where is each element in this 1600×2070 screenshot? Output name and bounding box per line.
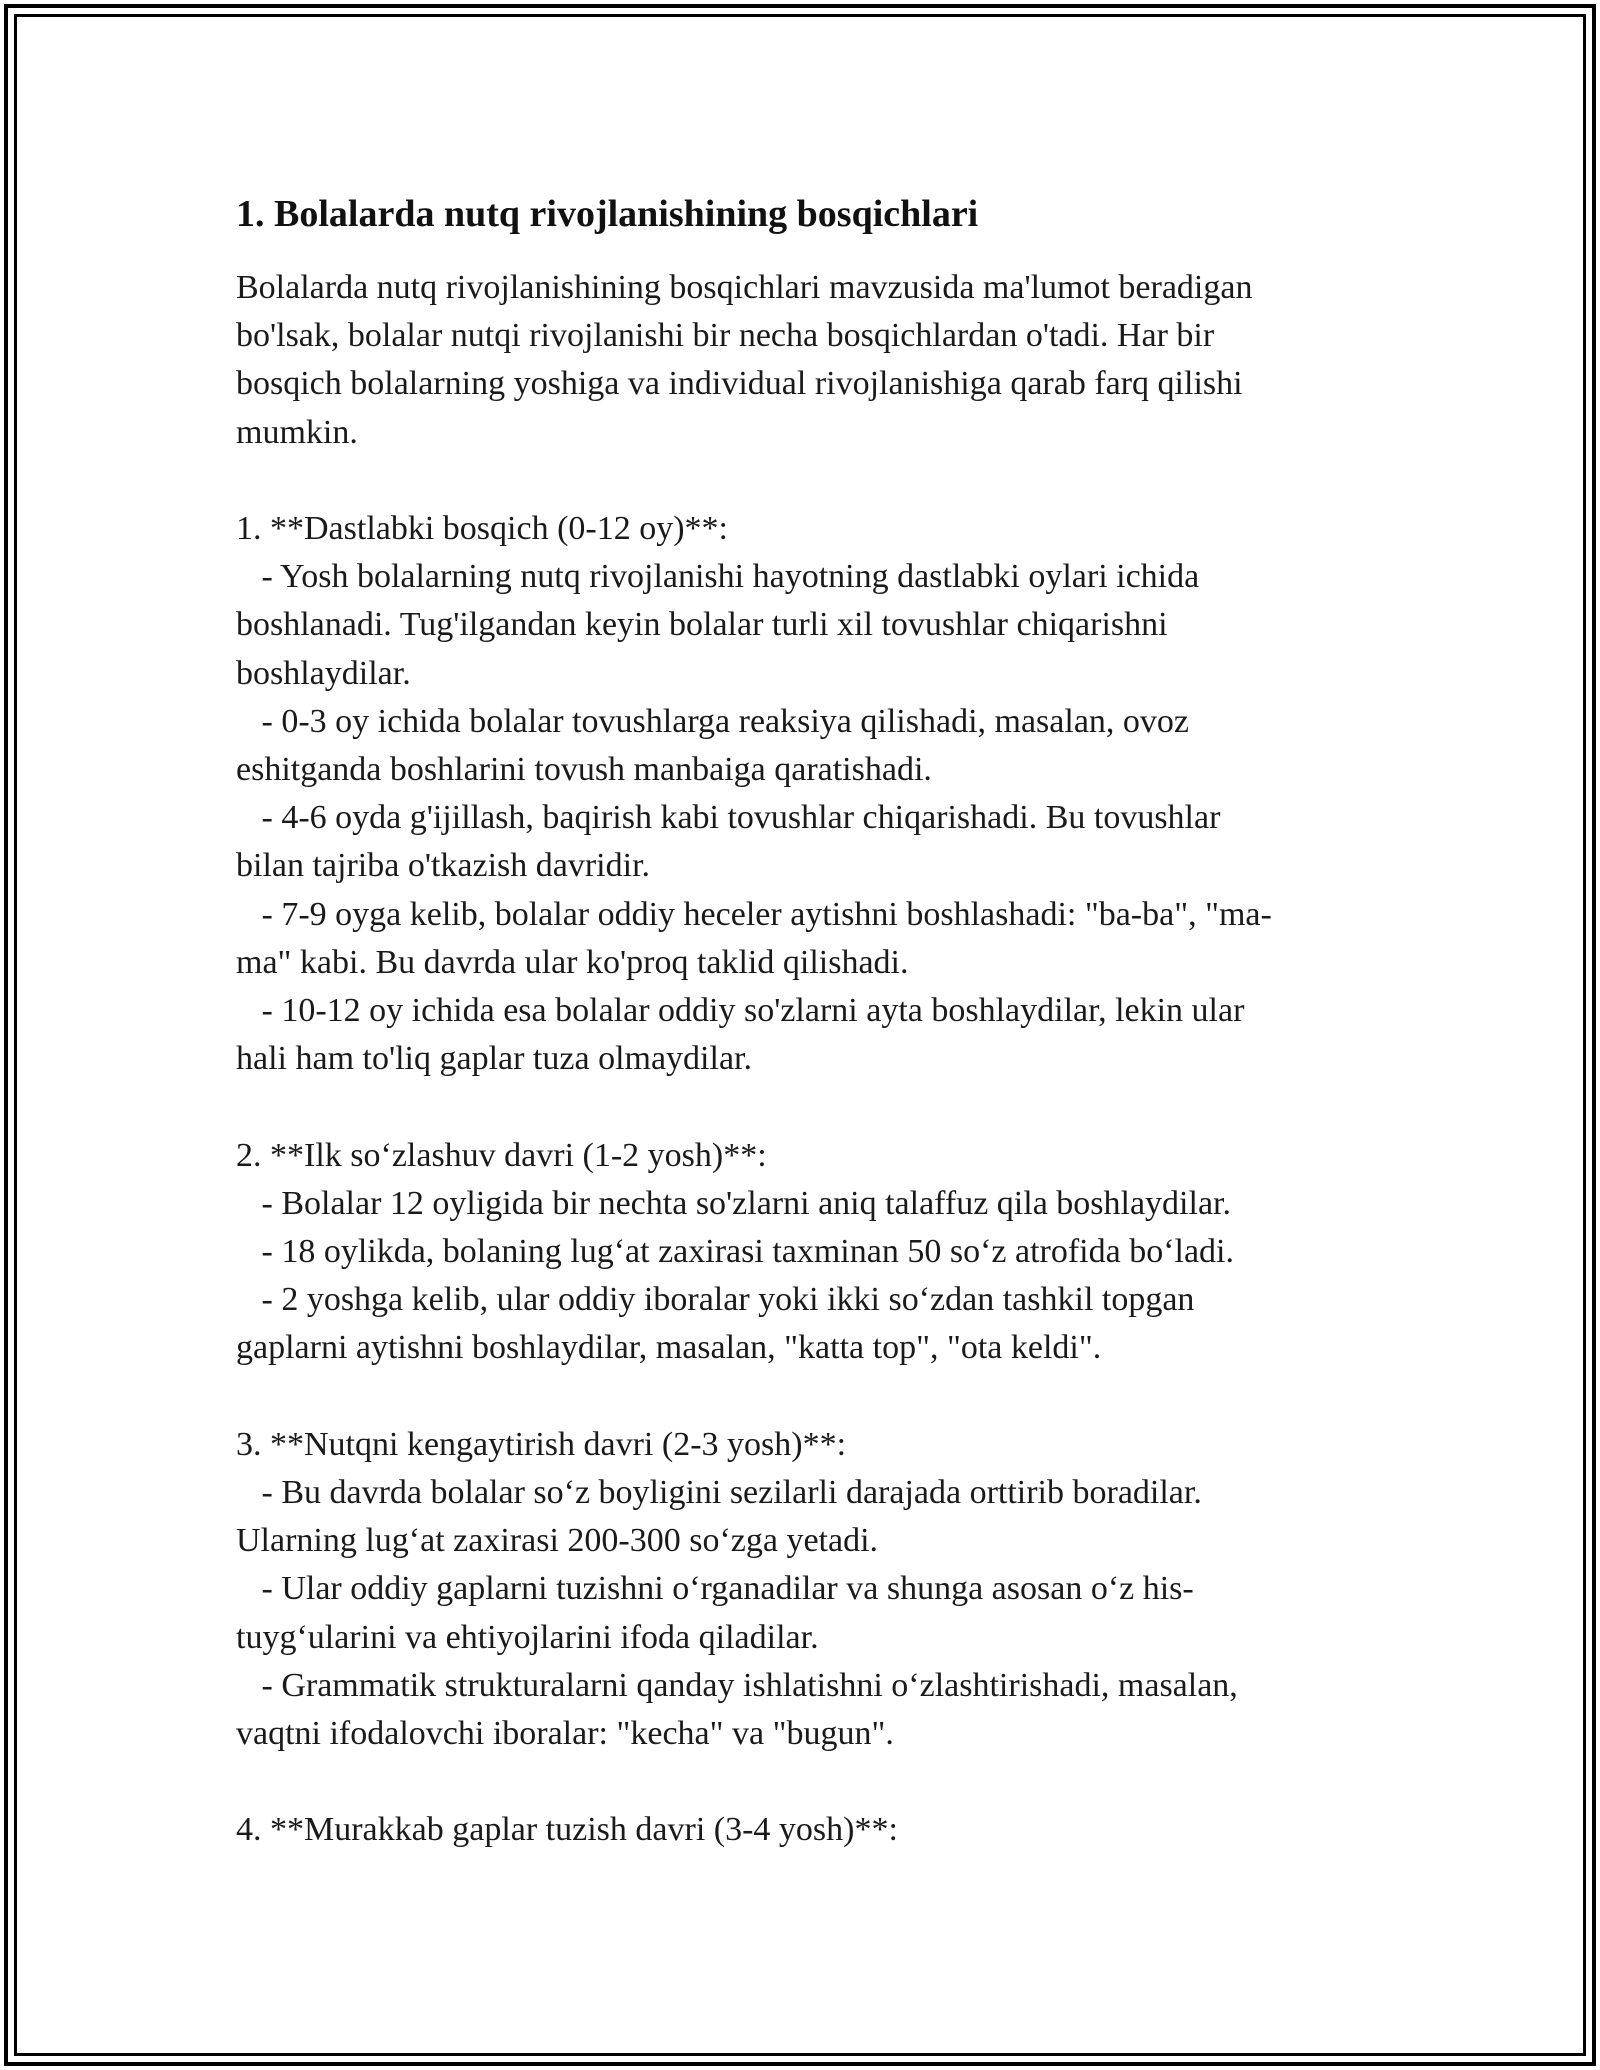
text-line: - Yosh bolalarning nutq rivojlanishi hayotning dastlabki oylari ichida (236, 558, 1200, 596)
text-line: eshitganda boshlarini tovush manbaiga qaratishadi. (236, 751, 932, 789)
text-line: gaplarni aytishni boshlaydilar, masalan, "katta top", "ota keldi". (236, 1329, 1102, 1367)
text-line: bilan tajriba o'tkazish davridir. (236, 847, 651, 885)
text-line: tuyg‘ularini va ehtiyojlarini ifoda qiladilar. (236, 1618, 819, 1656)
text-line: - 0-3 oy ichida bolalar tovushlarga reaksiya qilishadi, masalan, ovoz (236, 702, 1189, 740)
text-line: boshlaydilar. (236, 654, 411, 692)
text-line: - 7-9 oyga kelib, bolalar oddiy heceler aytishni boshlashadi: "ba-ba", "ma- (236, 895, 1272, 933)
blank-line (236, 1373, 1356, 1421)
text-line: - Grammatik strukturalarni qanday ishlatishni o‘zlashtirishadi, masalan, (236, 1666, 1238, 1704)
text-line: boshlanadi. Tug'ilgandan keyin bolalar turli xil tovushlar chiqarishni (236, 606, 1168, 644)
section-heading-2: 2. **Ilk so‘zlashuv davri (1-2 yosh)**: (236, 1136, 767, 1174)
document-body (236, 190, 1356, 1855)
text-line: bo'lsak, bolalar nutqi rivojlanishi bir necha bosqichlardan o'tadi. Har bir (236, 317, 1215, 355)
blank-line (236, 1083, 1356, 1131)
section-heading-1: 1. **Dastlabki bosqich (0-12 oy)**: (236, 510, 728, 547)
blank-line (236, 457, 1356, 505)
text-line: - 2 yoshga kelib, ular oddiy iboralar yoki ikki so‘zdan tashkil topgan (236, 1281, 1195, 1319)
text-line: mumkin. (236, 413, 358, 451)
document-text (236, 264, 1356, 1855)
text-line: - Bolalar 12 oyligida bir nechta so'zlarni aniq talaffuz qila boshlaydilar. (236, 1184, 1231, 1222)
section-heading-3: 3. **Nutqni kengaytirish davri (2-3 yosh)**: (236, 1425, 847, 1463)
text-line: vaqtni ifodalovchi iboralar: "kecha" va "bugun". (236, 1715, 894, 1753)
text-line: - 10-12 oy ichida esa bolalar oddiy so'zlarni ayta boshlaydilar, lekin ular (236, 992, 1245, 1030)
text-line: Ularning lug‘at zaxirasi 200-300 so‘zga yetadi. (236, 1522, 879, 1560)
text-line: - Bu davrda bolalar so‘z boyligini sezilarli darajada orttirib boradilar. (236, 1474, 1202, 1512)
text-line: bosqich bolalarning yoshiga va individual rivojlanishiga qarab farq qilishi (236, 365, 1243, 403)
text-line: hali ham to'liq gaplar tuza olmaydilar. (236, 1040, 752, 1078)
text-line: - Ular oddiy gaplarni tuzishni o‘rganadilar va shunga asosan o‘z his- (236, 1570, 1194, 1608)
text-line: Bolalarda nutq rivojlanishining bosqichlari mavzusida ma'lumot beradigan (236, 269, 1253, 306)
blank-line (236, 1758, 1356, 1806)
text-line: - 4-6 oyda g'ijillash, baqirish kabi tovushlar chiqarishadi. Bu tovushlar (236, 799, 1221, 837)
section-heading-4: 4. **Murakkab gaplar tuzish davri (3-4 yosh)**: (236, 1811, 898, 1849)
text-line: - 18 oylikda, bolaning lug‘at zaxirasi taxminan 50 so‘z atrofida bo‘ladi. (236, 1233, 1235, 1271)
document-title: 1. Bolalarda nutq rivojlanishining bosqichlari (236, 193, 979, 235)
text-line: ma" kabi. Bu davrda ular ko'proq taklid qilishadi. (236, 943, 909, 981)
